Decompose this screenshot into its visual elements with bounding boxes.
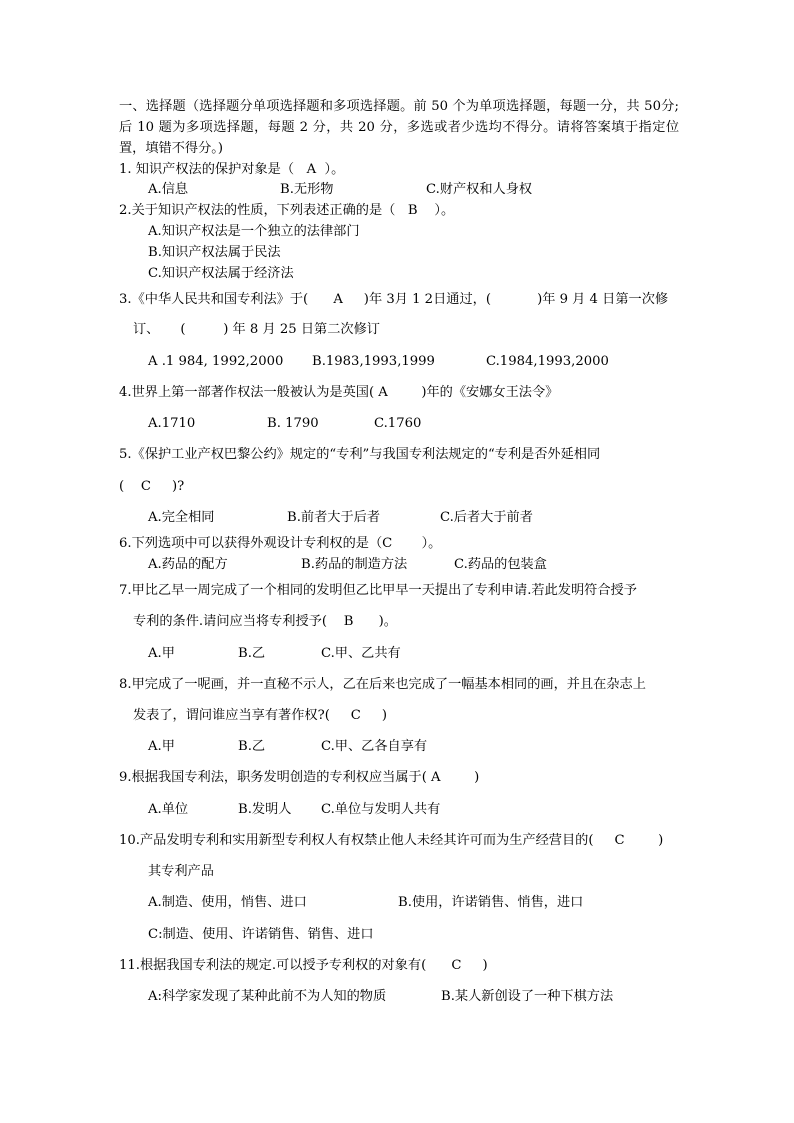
intro-line-3: 定位置，填错不得分。) (119, 120, 680, 156)
question-3-stem-line-2: 订、 ( ) 年 8 月 25 日第二次修订 (133, 322, 380, 337)
question-9-option-b: B.发明人 (238, 802, 292, 817)
question-6-option-a: A.药品的配方 (148, 557, 228, 572)
question-4-option-c: C.1760 (374, 416, 422, 431)
question-9-stem: 9.根据我国专利法，职务发明创造的专利权应当属于( A ) (119, 770, 480, 785)
section-intro (119, 96, 679, 159)
question-2-stem: 2.关于知识产权法的性质，下列表述正确的是（ B ）。 (119, 203, 455, 218)
question-8-stem-line-1: 8.甲完成了一呢画，并一直秘不示人，乙在后来也完成了一幅基本相同的画，并且在杂志上 (119, 677, 646, 692)
question-1-stem: 1. 知识产权法的保护对象是（ A ）。 (119, 162, 345, 177)
question-7-option-b: B.乙 (238, 646, 266, 661)
question-10-option-a: A.制造、使用，悄售、进口 (148, 895, 307, 910)
question-1-option-b: B.无形物 (280, 182, 334, 197)
question-4-option-a: A.1710 (148, 416, 196, 431)
question-7-stem-line-1: 7.甲比乙早一周完成了一个相同的发明但乙比甲早一天提出了专利申请.若此发明符合授予 (119, 583, 637, 598)
question-4-stem: 4.世界上第一部著作权法一般被认为是英国( A )年的《安娜女王法令》 (119, 385, 559, 400)
question-7-option-a: A.甲 (148, 646, 175, 661)
question-10-option-c: C:制造、使用、许诺销售、销售、进口 (148, 927, 374, 942)
question-7-option-c: C.甲、乙共有 (321, 646, 401, 661)
question-5-option-b: B.前者大于后者 (287, 510, 381, 525)
question-11-option-a: A:科学家发现了某种此前不为人知的物质 (148, 989, 387, 1004)
question-8-option-c: C.甲、乙各自享有 (321, 739, 428, 754)
question-11-option-b: B.某人新创设了一种下棋方法 (441, 989, 614, 1004)
question-2-option-c: C.知识产权法属于经济法 (148, 266, 294, 281)
question-6-option-c: C.药品的包装盒 (454, 557, 547, 572)
question-6-stem: 6.下列选项中可以获得外观设计专利权的是（C ）。 (119, 536, 442, 551)
question-3-option-c: C.1984,1993,2000 (486, 354, 609, 369)
question-3-option-b: B.1983,1993,1999 (312, 354, 435, 369)
question-5-option-a: A.完全相同 (148, 510, 215, 525)
question-2-option-b: B.知识产权法属于民法 (148, 245, 281, 260)
question-10-option-b: B.使用，许诺销售、悄售，进口 (398, 895, 584, 910)
question-9-option-a: A.单位 (148, 802, 189, 817)
intro-line-1: 一、选择题（选择题分单项选择题和多项选择题。前 50 个为单项选择题，每题一分，共 50 (119, 99, 661, 114)
intro-line-2: 分; 后 10 题为多项选择题，每题 2 分，共 20 分，多选或者少选均不得分。请将答案填于指 (119, 99, 679, 135)
question-3-stem-line-1: 3.《中华人民共和国专利法》于( A )年 3月 1 2日通过，( )年 9 月 4 日第一次修 (119, 292, 669, 307)
question-2-option-a: A.知识产权法是一个独立的法律部门 (148, 224, 360, 239)
question-1-option-c: C.财产权和人身权 (426, 182, 533, 197)
question-8-option-b: B.乙 (238, 739, 266, 754)
question-10-stem-line-1: 10.产品发明专利和实用新型专利权人有权禁止他人未经其许可而为生产经营目的( C ) (119, 833, 664, 848)
question-5-stem-line-1: 5.《保护工业产权巴黎公约》规定的“专利”与我国专利法规定的“专利是否外延相同 (119, 447, 601, 462)
question-11-stem: 11.根据我国专利法的规定.可以授予专利权的对象有( C ) (119, 958, 488, 973)
question-9-option-c: C.单位与发明人共有 (321, 802, 441, 817)
question-1-option-a: A.信息 (148, 182, 189, 197)
question-4-option-b: B. 1790 (267, 416, 319, 431)
question-5-stem-line-2: ( C )? (119, 479, 185, 494)
question-5-option-c: C.后者大于前者 (440, 510, 533, 525)
question-8-option-a: A.甲 (148, 739, 175, 754)
question-7-stem-line-2: 专利的条件.请问应当将专利授予( B )。 (133, 614, 397, 629)
question-6-option-b: B.药品的制造方法 (301, 557, 408, 572)
question-10-stem-line-2: 其专利产品 (148, 864, 214, 879)
question-3-option-a: A .1 984, 1992,2000 (148, 354, 284, 369)
question-8-stem-line-2: 发表了，谓问谁应当享有著作权?( C ) (133, 708, 387, 723)
